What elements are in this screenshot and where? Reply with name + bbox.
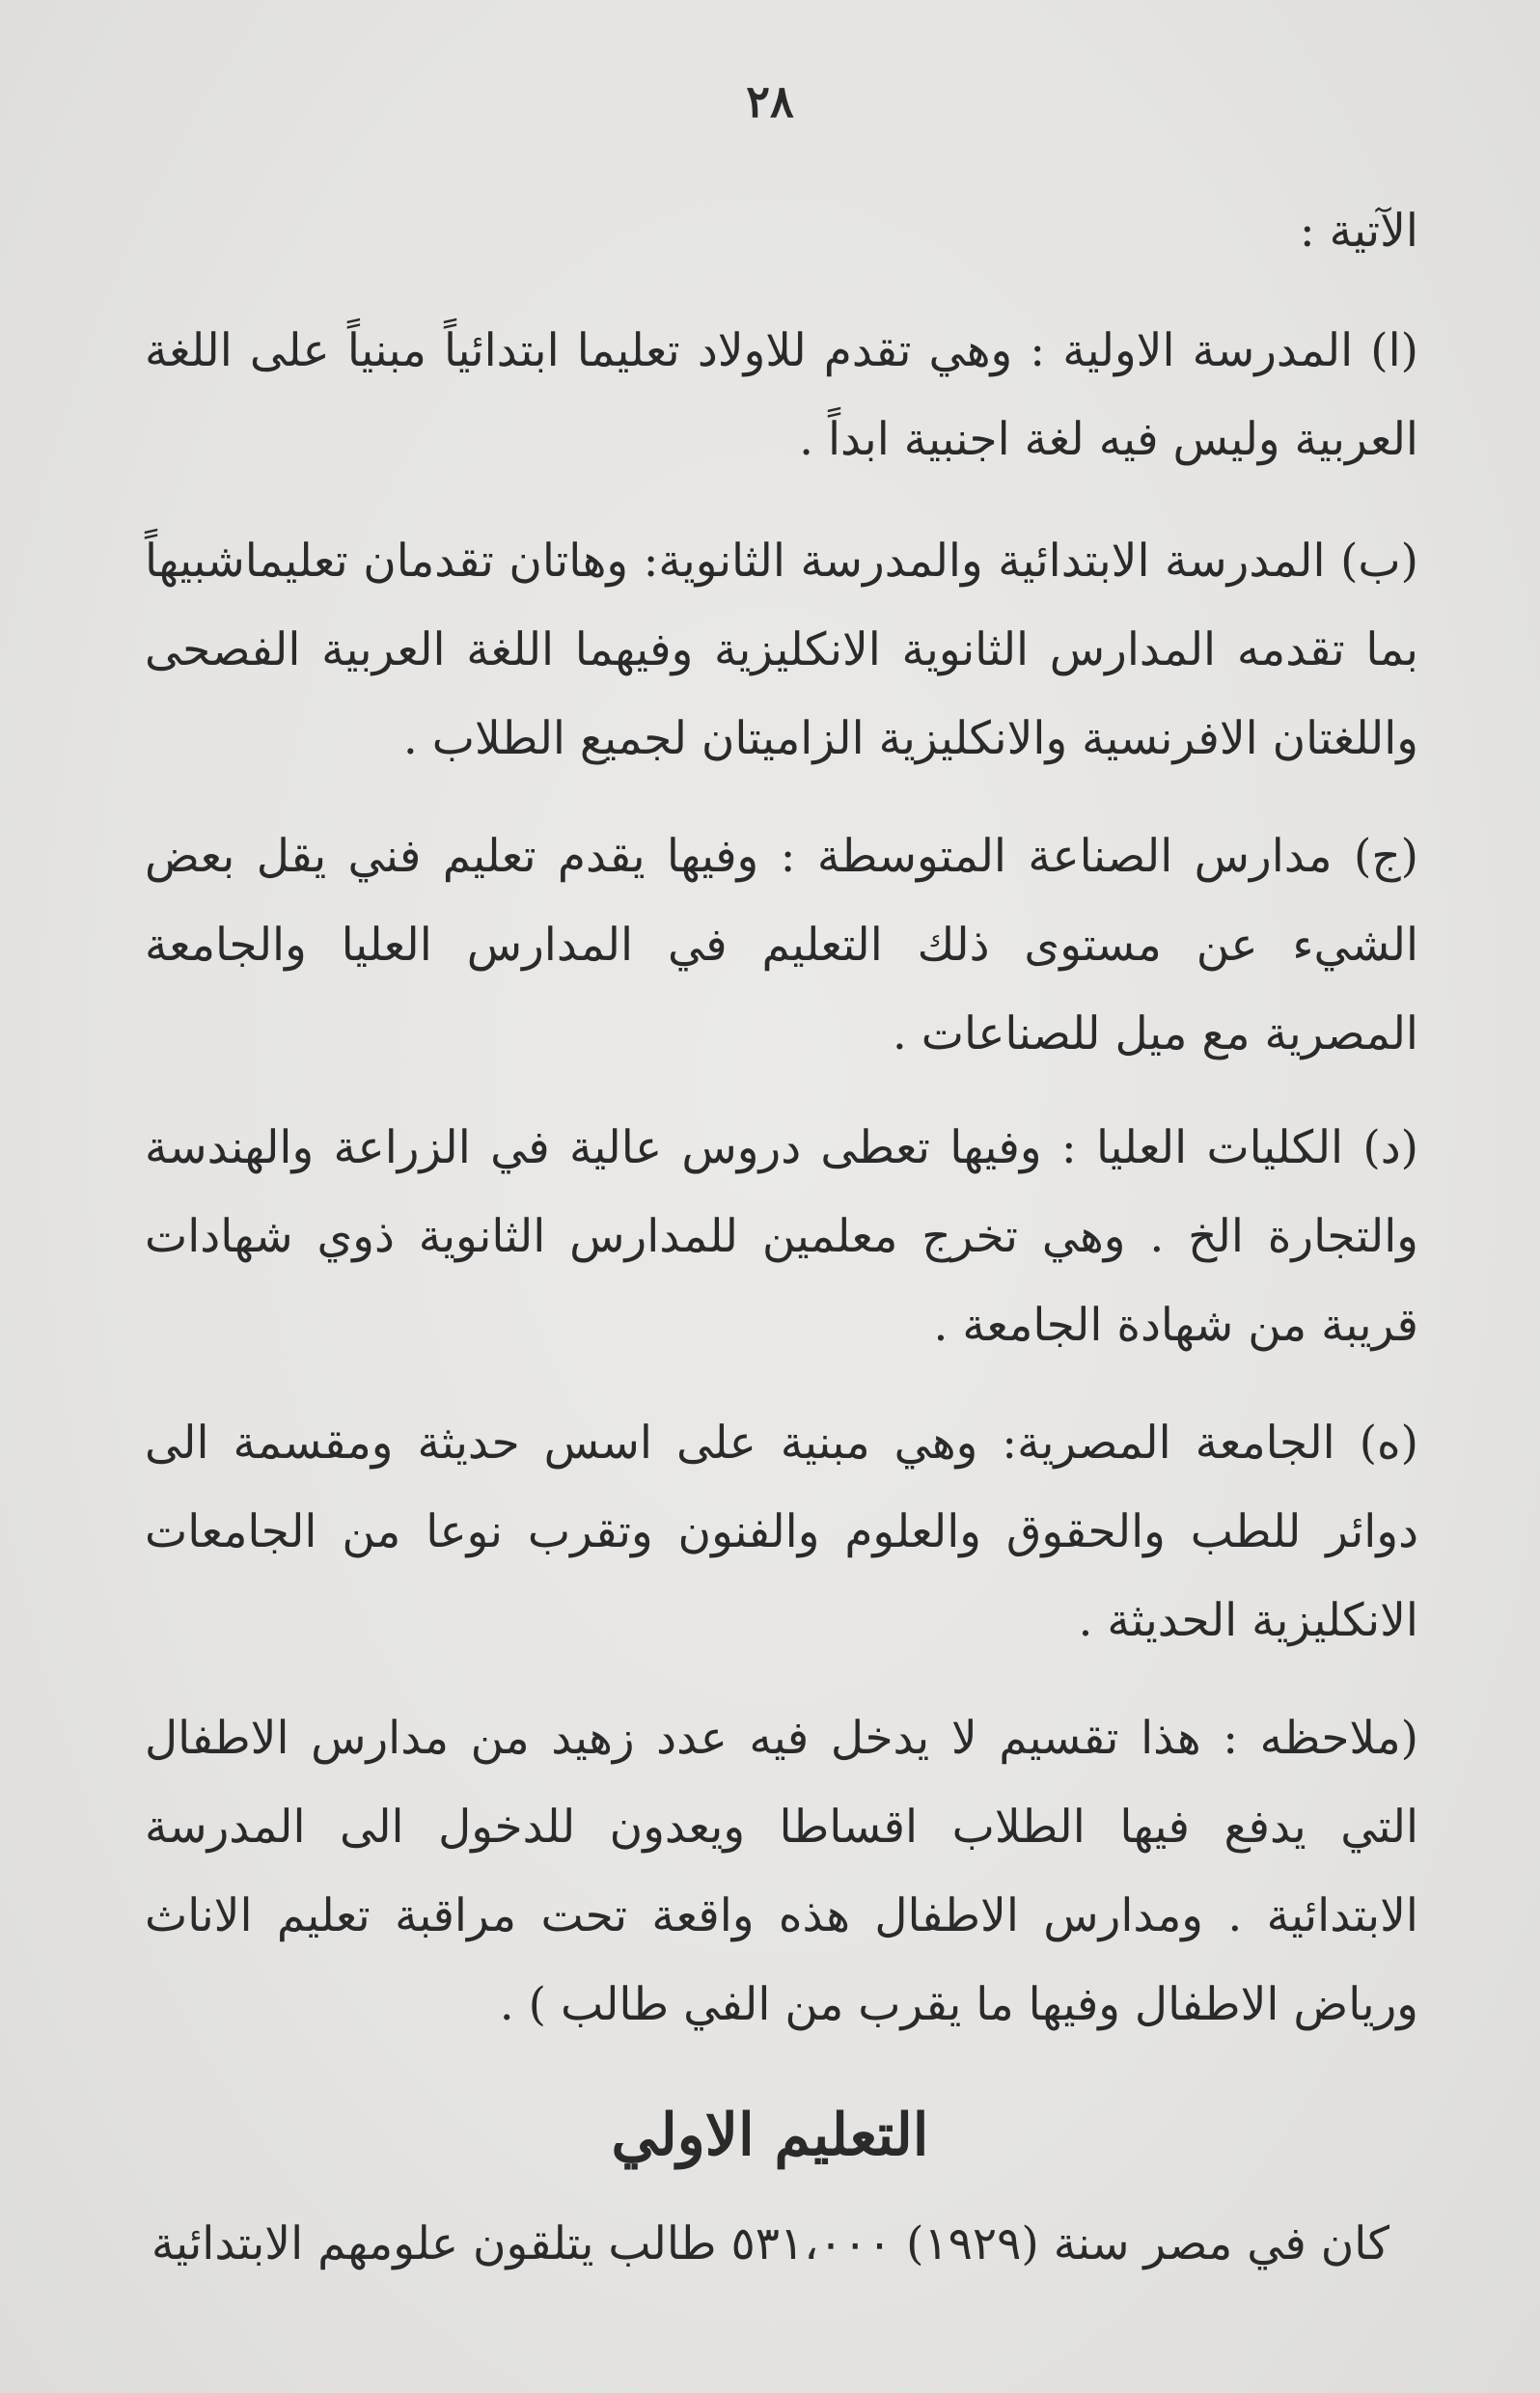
- paragraph-last-line: كان في مصر سنة (١٩٢٩) ٥٣١،٠٠٠ طالب يتلقون علومهم الابتدائية: [151, 2217, 1389, 2270]
- page-number: ٢٨: [746, 75, 794, 127]
- paragraph-higher-colleges: (د) الكليات العليا : وفيها تعطى دروس عالية في الزراعة والهندسة والتجارة الخ . وهي تخرج معلمين للمدارس الثانوية ذوي شهادات قريبة من شهادة الجامعة .: [145, 1121, 1418, 1352]
- paragraph-egyptian-university: (ه) الجامعة المصرية: وهي مبنية على اسس حديثة ومقسمة الى دوائر للطب والحقوق والعلوم والفنون وتقرب نوعا من الجامعات الانكليزية الحديثة .: [145, 1417, 1418, 1647]
- section-heading: التعليم الاولي: [611, 2102, 929, 2169]
- paragraph-primary-school: (ا) المدرسة الاولية : وهي تقدم للاولاد تعليما ابتدائياً مبنياً على اللغة العربية وليس فيه لغة اجنبية ابداً .: [145, 324, 1418, 466]
- paragraph-elementary-secondary: (ب) المدرسة الابتدائية والمدرسة الثانوية: وهاتان تقدمان تعليماشبيهاً بما تقدمه المدارس الثانوية الانكليزية وفيهما اللغة العربية الفصحى واللغتان الافرنسية والانكليزية الزاميتان لجميع الطلاب .: [145, 535, 1418, 765]
- paragraph-industrial-schools: (ج) مدارس الصناعة المتوسطة : وفيها يقدم تعليم فني يقل بعض الشيء عن مستوى ذلك التعليم في المدارس العليا والجامعة المصرية مع ميل للصناعات .: [145, 830, 1418, 1060]
- paragraph-intro: الآتية :: [1299, 205, 1418, 258]
- paragraph-note: (ملاحظه : هذا تقسيم لا يدخل فيه عدد زهيد من مدارس الاطفال التي يدفع فيها الطلاب اقساطا ويعدون للدخول الى المدرسة الابتدائية . ومدارس الاطفال هذه واقعة تحت مراقبة تعليم الاناث ورياض الاطفال وفيها ما يقرب من الفي طالب ) .: [145, 1712, 1418, 2031]
